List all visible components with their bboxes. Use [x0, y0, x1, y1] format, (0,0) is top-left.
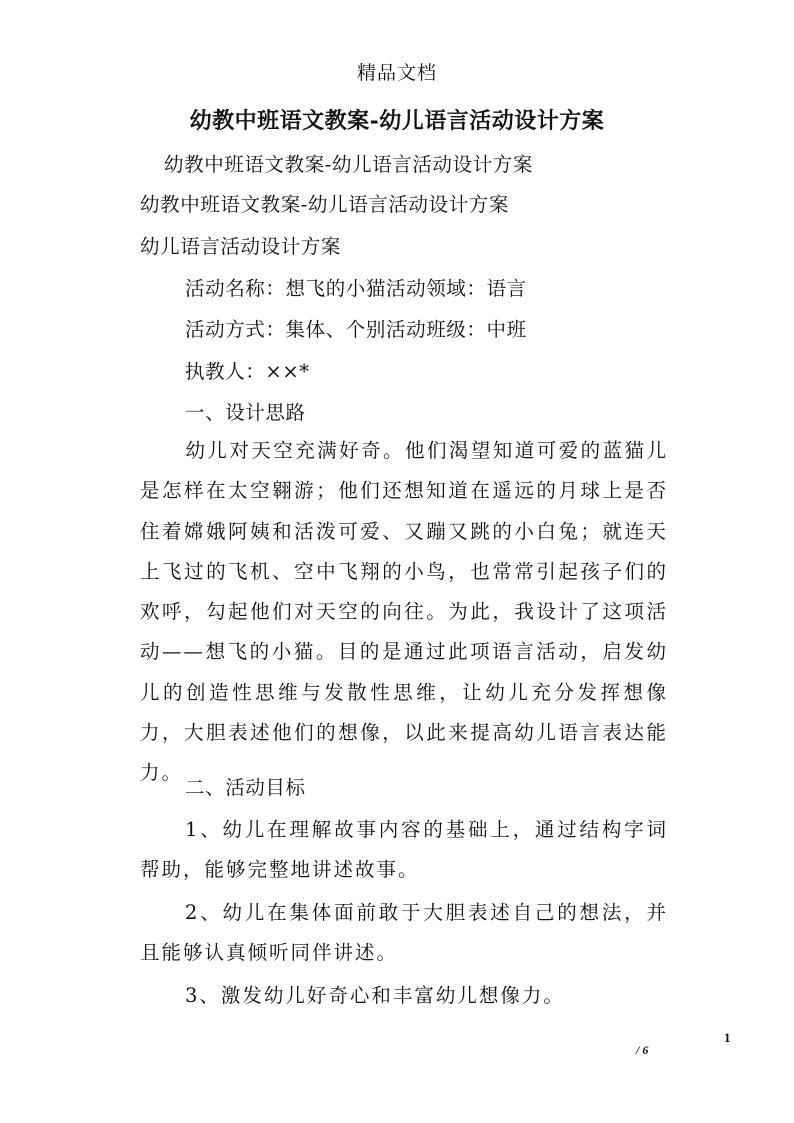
goal-paragraph-1 — [140, 810, 668, 891]
goal-paragraph-3 — [140, 976, 668, 1016]
page-number: 1 — [724, 1030, 731, 1045]
section-heading-goals: 二、活动目标 — [185, 776, 306, 799]
design-paragraph-text: 幼儿对天空充满好奇。他们渴望知道可爱的蓝猫儿是怎样在太空翱游；他们还想知道在遥远的月球上是否住着嫦娥阿姨和活泼可爱、又蹦又跳的小白兔；就连天上飞过的飞机、空中飞翔的小鸟，也常常引起孩子们的欢呼，勾起他们对天空的向往。为此，我设计了这项活动——想飞的小猫。目的是通过此项语言活动，启发幼儿的创造性思维与发散性思维，让幼儿充分发挥想像力，大胆表述他们的想像，以此来提高幼儿语言表达能力。 — [140, 439, 668, 785]
page-total: / 6 — [636, 1043, 649, 1057]
subtitle-line-3: 幼儿语言活动设计方案 — [140, 235, 342, 258]
goal-2-text: 2、幼儿在集体面前敢于大胆表述自己的想法，并且能够认真倾听同伴讲述。 — [140, 901, 668, 965]
activity-name-line: 活动名称：想飞的小猫活动领域：语言 — [185, 277, 527, 300]
document-header-label: 精品文档 — [356, 62, 437, 84]
section-heading-design: 一、设计思路 — [185, 401, 306, 424]
subtitle-line-1: 幼教中班语文教案-幼儿语言活动设计方案 — [164, 153, 533, 176]
subtitle-line-2: 幼教中班语文教案-幼儿语言活动设计方案 — [140, 193, 509, 216]
goal-3-text: 3、激发幼儿好奇心和丰富幼儿想像力。 — [185, 984, 565, 1007]
design-paragraph — [140, 431, 668, 794]
goal-1-text: 1、幼儿在理解故事内容的基础上，通过结构字词帮助，能够完整地讲述故事。 — [140, 818, 668, 882]
goal-paragraph-2 — [140, 893, 668, 974]
document-title: 幼教中班语文教案-幼儿语言活动设计方案 — [189, 108, 605, 134]
teacher-line: 执教人：××* — [185, 360, 310, 383]
activity-mode-line: 活动方式：集体、个别活动班级：中班 — [185, 318, 527, 341]
